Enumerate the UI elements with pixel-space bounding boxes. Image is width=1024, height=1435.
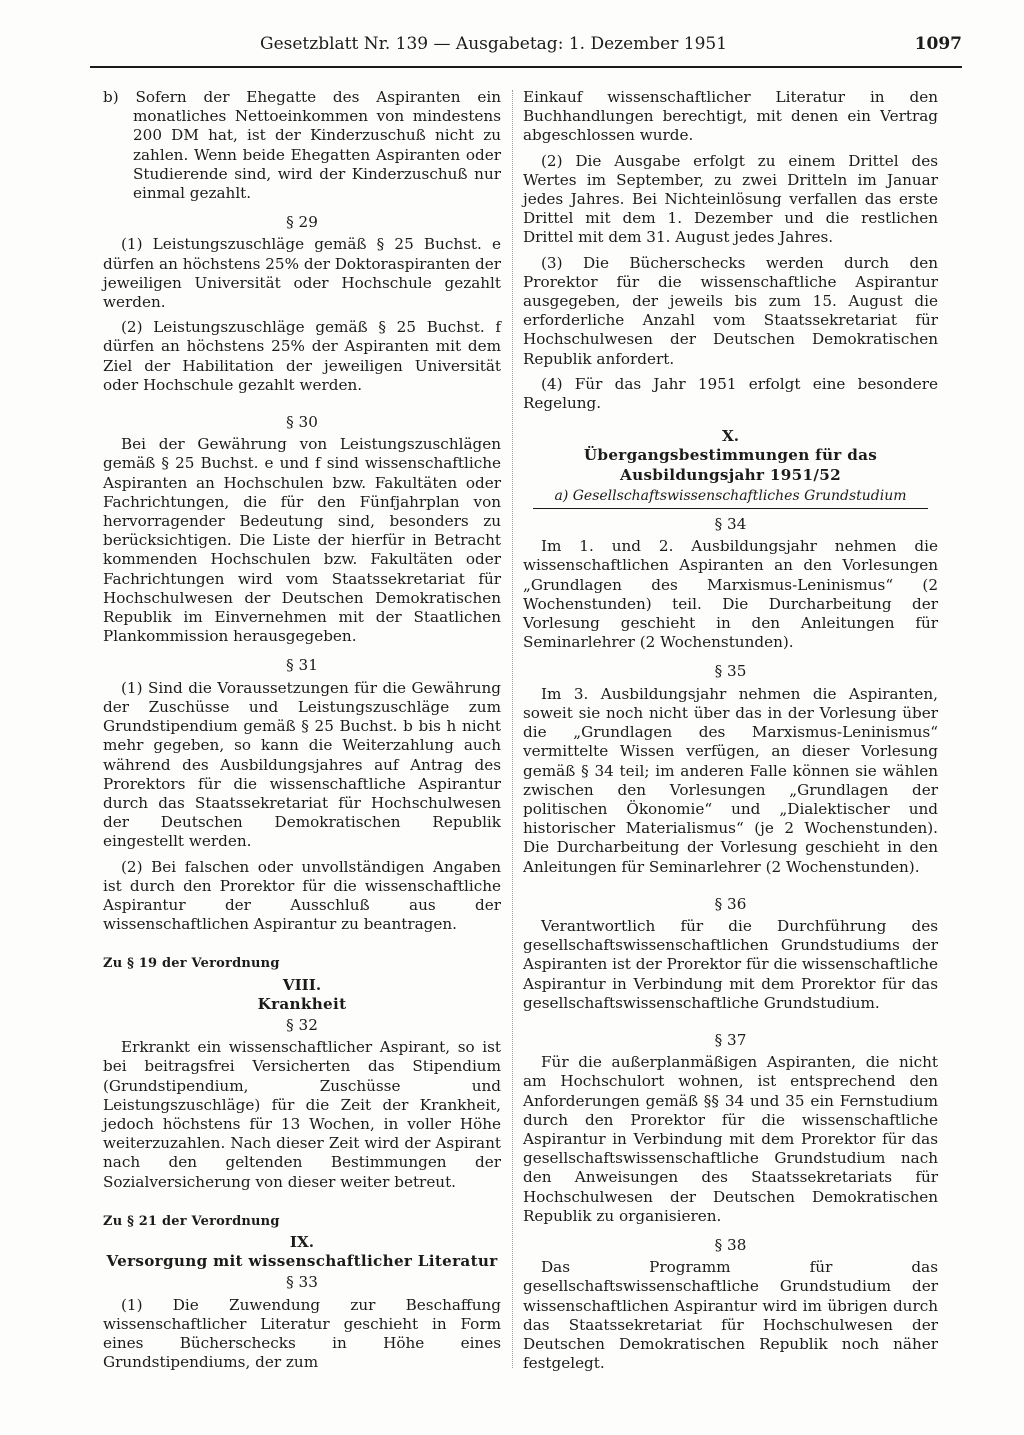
page-number: 1097 <box>914 34 962 54</box>
chapter-number-9: IX. <box>289 1232 315 1251</box>
paragraph-30: Bei der Gewährung von Leistungszuschlägen gemäß § 25 Buchst. e und f sind wissenschaftliche Aspiranten an Hochschulen bzw. Fakultäten oder Fachrichtungen, die für den Fünfjahrplan von hervorragender Bedeutung sind, besonders zu berücksichtigen. Die Liste der hierfür in Betracht kommenden Hochschulen bzw. Fakultäten oder Fachrichtungen wird vom Staatssekretariat für Hochschulwesen der Deutschen Demokratischen Republik im Einvernehmen mit der Staatlichen Plankommission herausgegeben. <box>103 435 501 646</box>
paragraph-37: Für die außerplanmäßigen Aspiranten, die nicht am Hochschulort wohnen, ist entsprechend den Anforderungen gemäß §§ 34 und 35 ein Fernstudium durch den Prorektor für die wissenschaftliche Aspirantur in Verbindung mit dem Prorektor für das gesellschaftswissenschaftliche Grundstudium nach den Anweisungen des Staatssekretariats für Hochschulwesen der Deutschen Demokratischen Republik zu organisieren. <box>523 1053 938 1225</box>
paragraph-29-2: (2) Leistungszuschläge gemäß § 25 Buchst. f dürfen an höchstens 25% der Aspiranten mit dem Ziel der Habilitation der jeweiligen Universität oder Hochschule gezahlt werden. <box>103 318 501 394</box>
paragraph-34: Im 1. und 2. Ausbildungsjahr nehmen die wissenschaftlichen Aspiranten an den Vorlesungen „Grundlagen des Marxismus-Leninismus“ (2 Wochenstunden) teil. Die Durcharbeitung der Vorlesung geschieht in den Anleitungen für Seminarlehrer (2 Wochenstunden). <box>523 537 938 652</box>
chapter-subtitle-10a: a) Gesellschaftswissenschaftliches Grundstudium <box>533 487 928 509</box>
section-heading-31: § 31 <box>286 656 318 675</box>
section-heading-30: § 30 <box>286 413 318 432</box>
chapter-title-10: Übergangsbestimmungen für das Ausbildungsjahr 1951/52 <box>583 446 878 484</box>
paragraph-31-2: (2) Bei falschen oder unvollständigen Angaben ist durch den Prorektor für die wissenschaftliche Aspirantur der Ausschluß aus der wissenschaftlichen Aspirantur zu beantragen. <box>103 857 501 934</box>
section-heading-38: § 38 <box>714 1235 747 1254</box>
paragraph-33-4: (4) Für das Jahr 1951 erfolgt eine besondere Regelung. <box>523 374 938 413</box>
reference-heading-21: Zu § 21 der Verordnung <box>103 1213 280 1229</box>
gazette-title: Gesetzblatt Nr. 139 — Ausgabetag: 1. Dezember 1951 <box>260 34 728 54</box>
paragraph-33-1-continued: Einkauf wissenschaftlicher Literatur in den Buchhandlungen berechtigt, mit denen ein Vertrag abgeschlossen wurde. <box>523 88 938 145</box>
right-column <box>523 88 938 1379</box>
section-heading-32: § 32 <box>286 1015 318 1034</box>
paragraph-33-2: (2) Die Ausgabe erfolgt zu einem Drittel des Wertes im September, zu zwei Dritteln im Januar jedes Jahres. Bei Nichteinlösung verfallen das erste Drittel mit dem 1. Dezember und die restlichen Drittel mit dem 31. August jedes Jahres. <box>523 151 938 247</box>
paragraph-31-1: (1) Sind die Voraussetzungen für die Gewährung der Zuschüsse und Leistungszuschläge zum Grundstipendium gemäß § 25 Buchst. b bis h nicht mehr gegeben, so kann die Weiterzahlung auch während des Ausbildungsjahres auf Antrag des Prorektors für die wissenschaftliche Aspirantur durch das Staatssekretariat für Hochschulwesen der Deutschen Demokratischen Republik eingestellt werden. <box>103 678 501 851</box>
paragraph-33-3: (3) Die Bücherschecks werden durch den Prorektor für die wissenschaftliche Aspirantur ausgegeben, der jeweils bis zum 15. August die erforderliche Anzahl vom Staatssekretariat für Hochschulwesen der Deutschen Demokratischen Republik anfordert. <box>523 253 938 368</box>
column-divider <box>512 90 513 1368</box>
section-heading-29: § 29 <box>286 213 318 232</box>
section-heading-37: § 37 <box>714 1030 747 1049</box>
section-heading-36: § 36 <box>714 894 747 913</box>
paragraph-33-1: (1) Die Zuwendung zur Beschaffung wissenschaftlicher Literatur geschieht in Form eines Bücherschecks in Höhe eines Grundstipendiums, der zum <box>103 1295 501 1372</box>
paragraph-b: b) Sofern der Ehegatte des Aspiranten ein monatliches Nettoeinkommen von mindestens 200 DM hat, ist der Kinderzuschuß nicht zu zahlen. Wenn beide Ehegatten Aspiranten oder Studierende sind, wird der Kinderzuschuß nur einmal gezahlt. <box>103 88 501 203</box>
paragraph-36: Verantwortlich für die Durchführung des gesellschaftswissenschaftlichen Grundstudiums der Aspiranten ist der Prorektor für die wissenschaftliche Aspirantur in Verbindung mit dem Prorektor für das gesellschaftswissenschaftliche Grundstudium. <box>523 916 938 1012</box>
paragraph-32: Erkrankt ein wissenschaftlicher Aspirant, so ist bei beitragsfrei Versicherten das Stipendium (Grundstipendium, Zuschüsse und Leistungszuschläge) für die Zeit der Krankheit, jedoch höchstens für 13 Wochen, in voller Höhe weiterzuzahlen. Nach dieser Zeit wird der Aspirant nach den geltenden Bestimmungen der Sozialversicherung von dieser weiter betreut. <box>103 1038 501 1191</box>
reference-heading-19: Zu § 19 der Verordnung <box>103 956 280 972</box>
paragraph-38: Das Programm für das gesellschaftswissenschaftliche Grundstudium der wissenschaftlichen Aspirantur wird im übrigen durch das Staatssekretariat für Hochschulwesen der Deutschen Demokratischen Republik noch näher festgelegt. <box>523 1258 938 1373</box>
section-heading-34: § 34 <box>714 515 747 534</box>
paragraph-35: Im 3. Ausbildungsjahr nehmen die Aspiranten, soweit sie noch nicht über das in der Vorlesung über die „Grundlagen des Marxismus-Leninismus“ vermittelte Wissen verfügen, an dieser Vorlesung gemäß § 34 teil; im anderen Falle können sie wählen zwischen den Vorlesungen „Grundlagen der politischen Ökonomie“ und „Dialektischer und historischer Materialismus“ (je 2 Wochenstunden). Die Durcharbeitung der Vorlesung geschieht in den Anleitungen für Seminarlehrer (2 Wochenstunden). <box>523 684 938 876</box>
chapter-number-10: X. <box>721 427 740 446</box>
section-heading-33: § 33 <box>286 1273 318 1292</box>
chapter-title-9: Versorgung mit wissenschaftlicher Literatur <box>106 1252 498 1271</box>
left-column <box>103 88 501 1378</box>
paragraph-29-1: (1) Leistungszuschläge gemäß § 25 Buchst. e dürfen an höchstens 25% der Doktoraspiranten der jeweiligen Universität oder Hochschule gezahlt werden. <box>103 235 501 312</box>
page-header <box>90 30 962 68</box>
chapter-number-8: VIII. <box>282 975 322 994</box>
chapter-title-8: Krankheit <box>257 994 347 1013</box>
section-heading-35: § 35 <box>714 662 747 681</box>
